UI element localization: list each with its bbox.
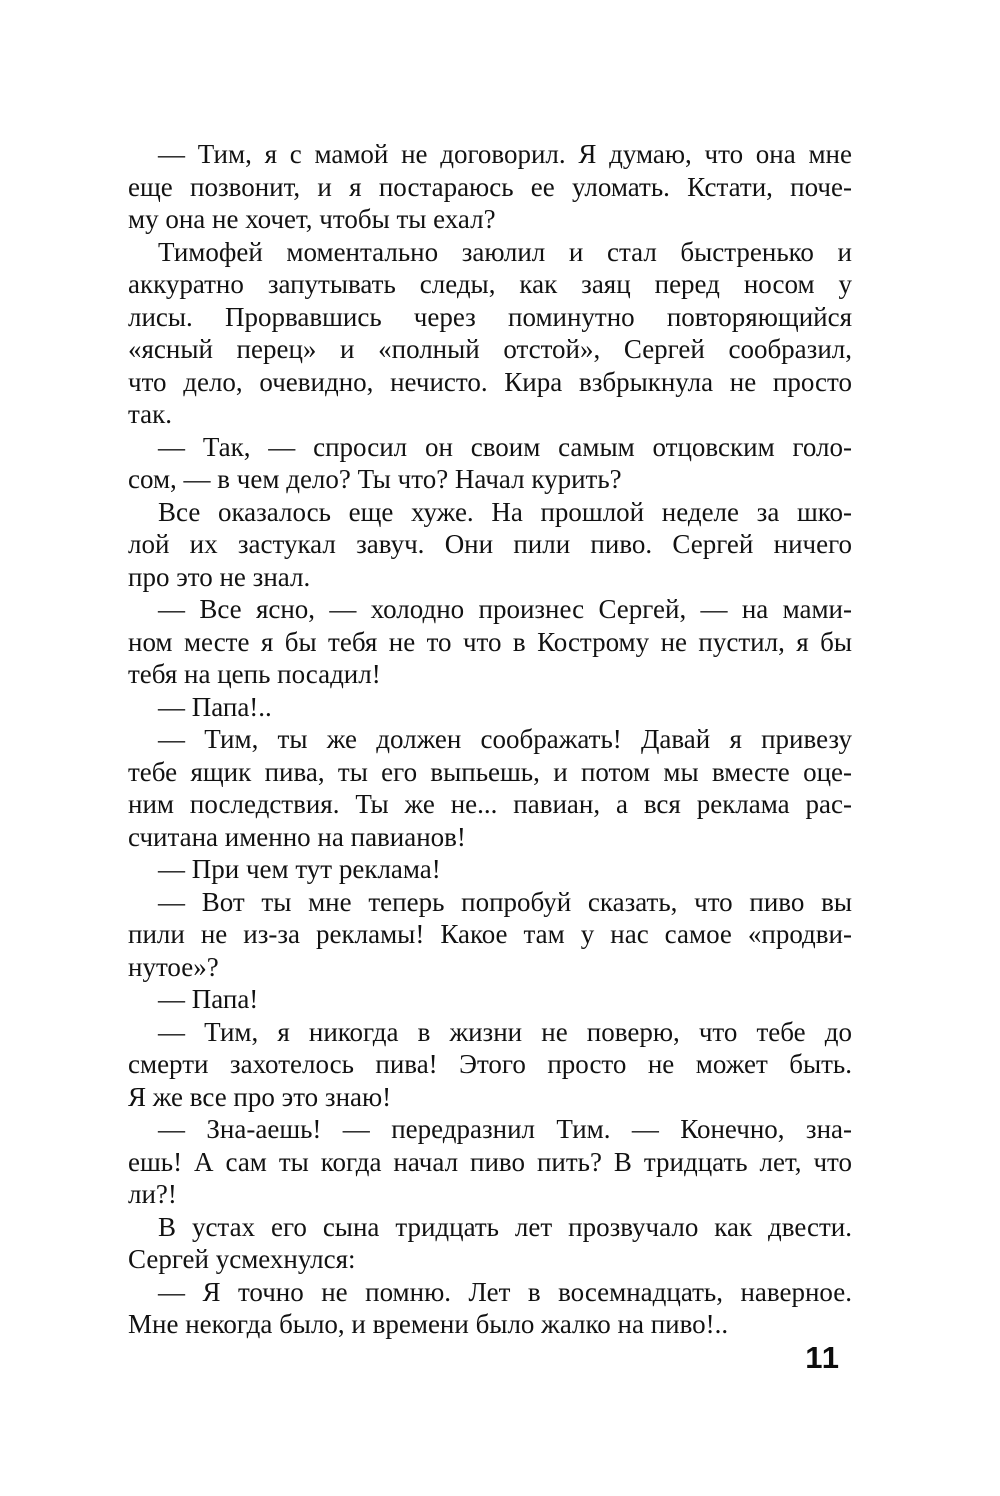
text-line: сом, — в чем дело? Ты что? Начал курить?	[128, 464, 622, 494]
text-line: лой их застукал завуч. Они пили пиво. Сергей ничего	[128, 529, 852, 559]
text-line: что дело, очевидно, нечисто. Кира взбрыкнула не просто	[128, 366, 852, 397]
paragraph	[128, 593, 852, 691]
text-line: — Тим, я с мамой не договорил. Я думаю, что она мне	[158, 139, 852, 169]
text-line: тебе ящик пива, ты его выпьешь, и потом мы вместе оце-	[128, 756, 852, 787]
paragraph	[128, 236, 852, 431]
text-line: еще позвонит, и я постараюсь ее уломать. Кстати, поче-	[128, 171, 852, 202]
paragraph	[128, 496, 852, 594]
text-line: — Зна-аешь! — передразнил Тим. — Конечно, зна-	[158, 1114, 852, 1144]
text-line: — Я точно не помню. Лет в восемнадцать, наверное.	[158, 1276, 852, 1307]
text-line: — Тим, ты же должен соображать! Давай я привезу	[158, 724, 852, 754]
paragraph	[128, 1211, 852, 1276]
text-line: — Вот ты мне теперь попробуй сказать, что пиво вы	[158, 886, 852, 917]
text-block	[128, 138, 852, 1341]
page-number: 11	[805, 1340, 840, 1375]
text-line: — Так, — спросил он своим самым отцовским голо-	[158, 431, 852, 462]
text-line: считана именно на павианов!	[128, 821, 466, 852]
paragraph	[128, 1016, 852, 1114]
paragraph	[128, 138, 852, 236]
text-line: пили не из-за рекламы! Какое там у нас самое «продви-	[128, 919, 852, 949]
text-line: — Тим, я никогда в жизни не поверю, что тебе до	[158, 1016, 852, 1047]
text-line: Все оказалось еще хуже. На прошлой неделе за шко-	[158, 496, 852, 527]
text-line: — Все ясно, — холодно произнес Сергей, — на мами-	[158, 594, 852, 624]
text-line: смерти захотелось пива! Этого просто не может быть.	[128, 1049, 852, 1079]
text-line: «ясный перец» и «полный отстой», Сергей сообразил,	[128, 334, 852, 364]
text-line: — Папа!	[158, 984, 259, 1014]
text-line: так.	[128, 399, 172, 429]
text-line: Тимофей моментально заюлил и стал быстренько и	[158, 236, 852, 267]
paragraph	[128, 723, 852, 853]
paragraph	[128, 1113, 852, 1211]
text-line: ном месте я бы тебя не то что в Кострому не пустил, я бы	[128, 626, 852, 657]
text-line: — Папа!..	[158, 691, 272, 722]
text-line: — При чем тут реклама!	[158, 854, 441, 884]
text-line: Мне некогда было, и времени было жалко на пиво!..	[128, 1309, 729, 1339]
text-line: В устах его сына тридцать лет прозвучало как двести.	[158, 1211, 852, 1242]
text-line: ним последствия. Ты же не... павиан, а вся реклама рас-	[128, 789, 852, 819]
paragraph	[128, 853, 852, 886]
paragraph	[128, 983, 852, 1016]
text-line: нутое»?	[128, 951, 219, 982]
text-line: про это не знал.	[128, 561, 311, 592]
text-line: ли?!	[128, 1179, 177, 1209]
text-line: Сергей усмехнулся:	[128, 1244, 356, 1274]
text-line: му она не хочет, чтобы ты ехал?	[128, 204, 496, 234]
text-line: аккуратно запутывать следы, как заяц перед носом у	[128, 269, 852, 299]
text-line: лисы. Прорвавшись через поминутно повторяющийся	[128, 301, 852, 332]
text-line: Я же все про это знаю!	[128, 1081, 392, 1112]
paragraph	[128, 691, 852, 724]
paragraph	[128, 431, 852, 496]
paragraph	[128, 1276, 852, 1341]
text-line: тебя на цепь посадил!	[128, 659, 381, 689]
text-line: ешь! А сам ты когда начал пиво пить? В тридцать лет, что	[128, 1146, 852, 1177]
paragraph	[128, 886, 852, 984]
